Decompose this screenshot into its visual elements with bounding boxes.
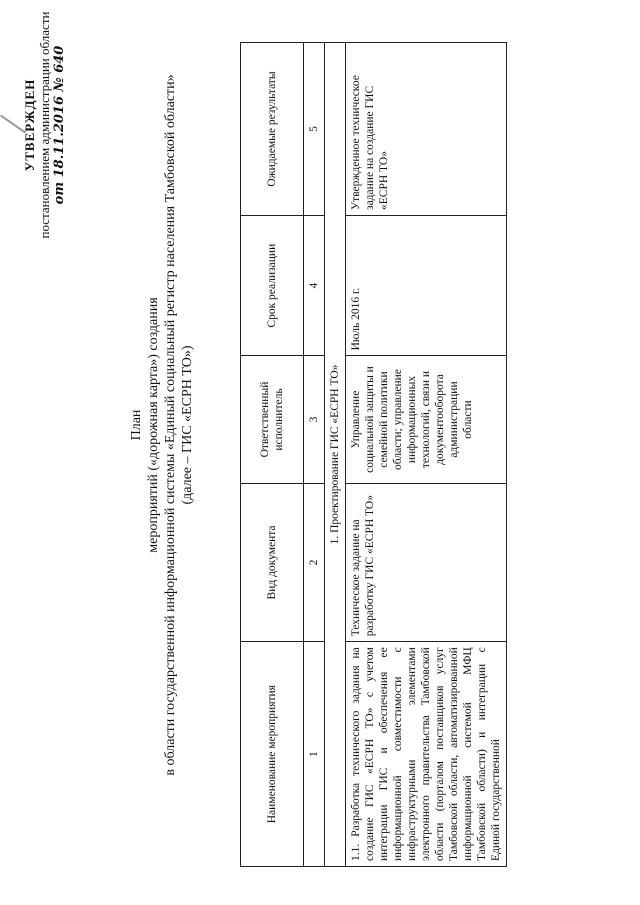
plan-table	[240, 42, 507, 867]
cell-activity: 1.1. Разработка технического задания на создание ГИС «ЕСРН ТО» с учетом интеграции ГИС и обеспечения ее информационной совместимости с инфраструктурными элементами электронного правительства Тамбовской области (порталом поставщиков услуг Тамбовской области, автоматизированной информационной системой МФЦ Тамбовской области) и интеграции с Единой государственной	[346, 642, 507, 867]
cell-executor: Управление социальной защиты и семейной политики области; управление информационных технологий, связи и документооборота администрации области	[346, 356, 507, 483]
title-line-4: (далее – ГИС «ЕСРН ТО»)	[180, 345, 195, 505]
header-executor: Ответственный исполнитель	[241, 356, 304, 483]
approval-heading: УТВЕРЖДЕН	[22, 78, 37, 172]
header-activity: Наименование мероприятия	[241, 642, 304, 867]
title-line-3: в области государственной информационной системы «Единый социальный регистр населения Тамбовской области»	[163, 74, 178, 776]
section-title: 1. Проектирование ГИС «ЕСРН ТО»	[325, 43, 346, 867]
document-title	[128, 0, 196, 865]
title-line-2: мероприятий («дорожная карта») создания	[146, 297, 161, 553]
handwritten-date-number: от 18.11.2016 № 640	[52, 45, 67, 205]
cell-result: Утвержденное техническое задание на создание ГИС «ЕСРН ТО»	[346, 43, 507, 216]
column-number: 5	[304, 43, 325, 216]
approval-line: постановлением администрации области	[37, 11, 52, 239]
header-result: Ожидаемые результаты	[241, 43, 304, 216]
section-row	[325, 43, 346, 867]
table-row	[346, 43, 507, 867]
header-document: Вид документа	[241, 483, 304, 642]
column-number: 3	[304, 356, 325, 483]
column-number: 2	[304, 483, 325, 642]
header-row	[241, 43, 304, 867]
approval-block	[22, 5, 67, 245]
column-number: 4	[304, 215, 325, 355]
header-deadline: Срок реализации	[241, 215, 304, 355]
cell-document: Техническое задание на разработку ГИС «ЕСРН ТО»	[346, 483, 507, 642]
column-number: 1	[304, 642, 325, 867]
column-number-row	[304, 43, 325, 867]
title-line-1: План	[129, 409, 144, 441]
cell-deadline: Июль 2016 г.	[346, 215, 507, 355]
